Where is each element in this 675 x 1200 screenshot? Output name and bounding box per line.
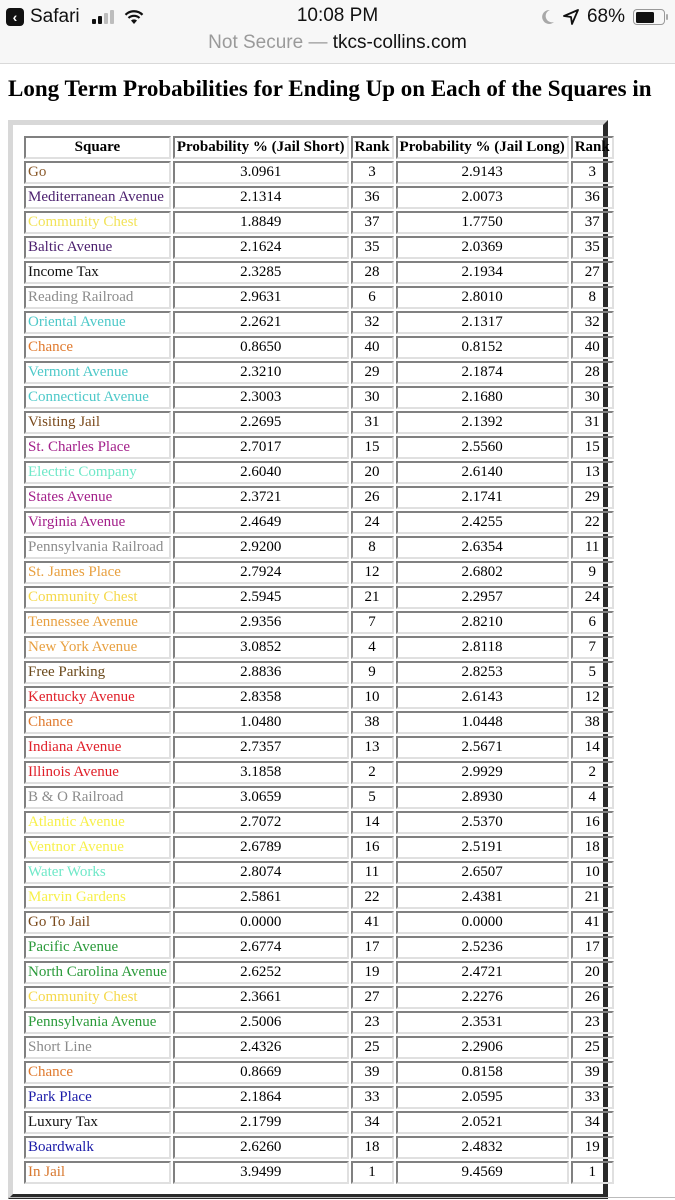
table-row	[24, 486, 614, 509]
table-row	[24, 636, 614, 659]
square-name: Free Parking	[24, 661, 171, 684]
rank-short: 26	[351, 486, 394, 509]
square-name: Connecticut Avenue	[24, 386, 171, 409]
rank-short: 18	[351, 1136, 394, 1159]
square-name: Pacific Avenue	[24, 936, 171, 959]
square-name: States Avenue	[24, 486, 171, 509]
rank-short: 24	[351, 511, 394, 534]
prob-jail-long: 2.0073	[396, 186, 569, 209]
prob-jail-short: 2.3661	[173, 986, 349, 1009]
table-row	[24, 786, 614, 809]
prob-jail-long: 0.0000	[396, 911, 569, 934]
square-name: North Carolina Avenue	[24, 961, 171, 984]
rank-long: 35	[571, 236, 614, 259]
prob-jail-long: 2.0521	[396, 1111, 569, 1134]
rank-long: 27	[571, 261, 614, 284]
prob-jail-short: 2.4649	[173, 511, 349, 534]
prob-jail-long: 2.5560	[396, 436, 569, 459]
rank-short: 33	[351, 1086, 394, 1109]
prob-jail-short: 2.7017	[173, 436, 349, 459]
prob-jail-long: 1.0448	[396, 711, 569, 734]
prob-jail-long: 1.7750	[396, 211, 569, 234]
rank-long: 12	[571, 686, 614, 709]
rank-long: 40	[571, 336, 614, 359]
prob-jail-short: 2.1624	[173, 236, 349, 259]
prob-jail-long: 2.8253	[396, 661, 569, 684]
prob-jail-long: 2.5191	[396, 836, 569, 859]
rank-short: 21	[351, 586, 394, 609]
rank-short: 22	[351, 886, 394, 909]
square-name: Vermont Avenue	[24, 361, 171, 384]
table-row	[24, 411, 614, 434]
square-name: Kentucky Avenue	[24, 686, 171, 709]
rank-long: 25	[571, 1036, 614, 1059]
rank-short: 10	[351, 686, 394, 709]
prob-jail-long: 2.9143	[396, 161, 569, 184]
rank-short: 40	[351, 336, 394, 359]
square-name: Ventnor Avenue	[24, 836, 171, 859]
prob-jail-long: 2.1741	[396, 486, 569, 509]
square-name: Community Chest	[24, 211, 171, 234]
rank-short: 23	[351, 1011, 394, 1034]
prob-jail-long: 2.9929	[396, 761, 569, 784]
prob-jail-long: 2.4381	[396, 886, 569, 909]
rank-long: 8	[571, 286, 614, 309]
table-row	[24, 236, 614, 259]
prob-jail-short: 3.1858	[173, 761, 349, 784]
table-row	[24, 261, 614, 284]
rank-short: 11	[351, 861, 394, 884]
table-row	[24, 286, 614, 309]
table-row	[24, 861, 614, 884]
table-row	[24, 686, 614, 709]
rank-long: 38	[571, 711, 614, 734]
prob-jail-long: 2.8210	[396, 611, 569, 634]
rank-short: 6	[351, 286, 394, 309]
table-row	[24, 186, 614, 209]
rank-long: 11	[571, 536, 614, 559]
prob-jail-long: 2.2906	[396, 1036, 569, 1059]
rank-short: 28	[351, 261, 394, 284]
rank-short: 29	[351, 361, 394, 384]
location-arrow-icon	[563, 9, 579, 25]
prob-jail-long: 2.1317	[396, 311, 569, 334]
rank-short: 4	[351, 636, 394, 659]
square-name: Community Chest	[24, 986, 171, 1009]
browser-chrome	[0, 0, 675, 64]
prob-jail-long: 2.8930	[396, 786, 569, 809]
prob-jail-long: 2.8010	[396, 286, 569, 309]
square-name: Indiana Avenue	[24, 736, 171, 759]
prob-jail-long: 2.2276	[396, 986, 569, 1009]
rank-long: 5	[571, 661, 614, 684]
table-header-row	[24, 136, 614, 159]
prob-jail-long: 2.4721	[396, 961, 569, 984]
table-row	[24, 961, 614, 984]
rank-short: 32	[351, 311, 394, 334]
square-name: Park Place	[24, 1086, 171, 1109]
rank-long: 1	[571, 1161, 614, 1184]
horizontal-rule	[8, 1197, 675, 1198]
prob-jail-long: 2.5370	[396, 811, 569, 834]
table-row	[24, 386, 614, 409]
prob-jail-short: 2.4326	[173, 1036, 349, 1059]
rank-long: 39	[571, 1061, 614, 1084]
prob-jail-long: 2.6140	[396, 461, 569, 484]
prob-jail-short: 0.8650	[173, 336, 349, 359]
prob-jail-short: 3.0659	[173, 786, 349, 809]
rank-short: 9	[351, 661, 394, 684]
rank-long: 36	[571, 186, 614, 209]
prob-jail-long: 2.3531	[396, 1011, 569, 1034]
prob-jail-long: 2.1392	[396, 411, 569, 434]
status-time: 10:08 PM	[296, 5, 379, 26]
table-row	[24, 711, 614, 734]
rank-short: 41	[351, 911, 394, 934]
square-name: Illinois Avenue	[24, 761, 171, 784]
prob-jail-short: 0.0000	[173, 911, 349, 934]
rank-long: 15	[571, 436, 614, 459]
header-prob-jail-long: Probability % (Jail Long)	[396, 136, 569, 159]
rank-short: 19	[351, 961, 394, 984]
rank-long: 19	[571, 1136, 614, 1159]
rank-short: 39	[351, 1061, 394, 1084]
square-name: Oriental Avenue	[24, 311, 171, 334]
prob-jail-short: 2.8074	[173, 861, 349, 884]
square-name: Short Line	[24, 1036, 171, 1059]
battery-percent: 68%	[586, 6, 625, 27]
table-row	[24, 836, 614, 859]
square-name: Luxury Tax	[24, 1111, 171, 1134]
square-name: Tennessee Avenue	[24, 611, 171, 634]
square-name: Go To Jail	[24, 911, 171, 934]
probability-table	[22, 134, 616, 1186]
url-host: tkcs-collins.com	[332, 32, 467, 53]
rank-short: 16	[351, 836, 394, 859]
square-name: Visiting Jail	[24, 411, 171, 434]
rank-long: 30	[571, 386, 614, 409]
square-name: B & O Railroad	[24, 786, 171, 809]
rank-long: 24	[571, 586, 614, 609]
prob-jail-short: 2.2695	[173, 411, 349, 434]
prob-jail-long: 2.4832	[396, 1136, 569, 1159]
rank-short: 15	[351, 436, 394, 459]
rank-long: 23	[571, 1011, 614, 1034]
rank-short: 8	[351, 536, 394, 559]
prob-jail-short: 2.5006	[173, 1011, 349, 1034]
prob-jail-short: 2.9200	[173, 536, 349, 559]
rank-long: 6	[571, 611, 614, 634]
rank-short: 1	[351, 1161, 394, 1184]
rank-long: 14	[571, 736, 614, 759]
rank-short: 27	[351, 986, 394, 1009]
do-not-disturb-moon-icon	[541, 9, 555, 25]
table-row	[24, 1061, 614, 1084]
rank-long: 28	[571, 361, 614, 384]
rank-long: 37	[571, 211, 614, 234]
rank-short: 12	[351, 561, 394, 584]
rank-short: 36	[351, 186, 394, 209]
rank-short: 13	[351, 736, 394, 759]
prob-jail-short: 1.8849	[173, 211, 349, 234]
square-name: Virginia Avenue	[24, 511, 171, 534]
square-name: In Jail	[24, 1161, 171, 1184]
table-row	[24, 1161, 614, 1184]
table-row	[24, 436, 614, 459]
rank-short: 25	[351, 1036, 394, 1059]
square-name: Pennsylvania Railroad	[24, 536, 171, 559]
table-row	[24, 936, 614, 959]
prob-jail-long: 2.2957	[396, 586, 569, 609]
square-name: Income Tax	[24, 261, 171, 284]
square-name: Baltic Avenue	[24, 236, 171, 259]
prob-jail-short: 2.9356	[173, 611, 349, 634]
prob-jail-short: 2.9631	[173, 286, 349, 309]
header-rank-long: Rank	[571, 136, 614, 159]
table-row	[24, 536, 614, 559]
square-name: Chance	[24, 711, 171, 734]
square-name: St. James Place	[24, 561, 171, 584]
prob-jail-short: 2.3721	[173, 486, 349, 509]
prob-jail-short: 2.7072	[173, 811, 349, 834]
square-name: Reading Railroad	[24, 286, 171, 309]
table-row	[24, 561, 614, 584]
rank-long: 41	[571, 911, 614, 934]
rank-long: 34	[571, 1111, 614, 1134]
prob-jail-long: 9.4569	[396, 1161, 569, 1184]
square-name: New York Avenue	[24, 636, 171, 659]
prob-jail-short: 2.3285	[173, 261, 349, 284]
prob-jail-short: 2.6774	[173, 936, 349, 959]
prob-jail-short: 2.5861	[173, 886, 349, 909]
table-row	[24, 761, 614, 784]
table-row	[24, 336, 614, 359]
table-row	[24, 1136, 614, 1159]
rank-long: 29	[571, 486, 614, 509]
table-body	[24, 161, 614, 1184]
rank-long: 16	[571, 811, 614, 834]
prob-jail-long: 2.6802	[396, 561, 569, 584]
prob-jail-short: 2.6040	[173, 461, 349, 484]
prob-jail-long: 2.5671	[396, 736, 569, 759]
prob-jail-short: 2.1864	[173, 1086, 349, 1109]
square-name: Pennsylvania Avenue	[24, 1011, 171, 1034]
prob-jail-short: 2.6252	[173, 961, 349, 984]
prob-jail-long: 2.6507	[396, 861, 569, 884]
prob-jail-long: 2.0595	[396, 1086, 569, 1109]
rank-long: 10	[571, 861, 614, 884]
prob-jail-short: 2.8358	[173, 686, 349, 709]
square-name: Atlantic Avenue	[24, 811, 171, 834]
table-row	[24, 986, 614, 1009]
rank-short: 5	[351, 786, 394, 809]
prob-jail-short: 2.7357	[173, 736, 349, 759]
rank-short: 14	[351, 811, 394, 834]
rank-long: 17	[571, 936, 614, 959]
probability-table-frame	[8, 120, 608, 1199]
rank-long: 26	[571, 986, 614, 1009]
square-name: Marvin Gardens	[24, 886, 171, 909]
prob-jail-long: 2.8118	[396, 636, 569, 659]
square-name: St. Charles Place	[24, 436, 171, 459]
table-row	[24, 586, 614, 609]
rank-short: 35	[351, 236, 394, 259]
square-name: Go	[24, 161, 171, 184]
table-row	[24, 661, 614, 684]
prob-jail-long: 2.6354	[396, 536, 569, 559]
page-title: Long Term Probabilities for Ending Up on Each of the Squares in	[8, 76, 652, 101]
rank-long: 7	[571, 636, 614, 659]
prob-jail-long: 2.6143	[396, 686, 569, 709]
table-row	[24, 1011, 614, 1034]
prob-jail-short: 2.7924	[173, 561, 349, 584]
square-name: Community Chest	[24, 586, 171, 609]
table-row	[24, 1111, 614, 1134]
rank-long: 2	[571, 761, 614, 784]
back-app-icon[interactable]: ‹	[6, 8, 24, 26]
prob-jail-short: 1.0480	[173, 711, 349, 734]
rank-long: 9	[571, 561, 614, 584]
table-row	[24, 911, 614, 934]
square-name: Chance	[24, 1061, 171, 1084]
square-name: Water Works	[24, 861, 171, 884]
rank-short: 7	[351, 611, 394, 634]
prob-jail-short: 0.8669	[173, 1061, 349, 1084]
rank-short: 20	[351, 461, 394, 484]
table-row	[24, 311, 614, 334]
prob-jail-short: 2.1799	[173, 1111, 349, 1134]
prob-jail-short: 3.0852	[173, 636, 349, 659]
rank-long: 18	[571, 836, 614, 859]
table-row	[24, 361, 614, 384]
rank-long: 20	[571, 961, 614, 984]
rank-short: 34	[351, 1111, 394, 1134]
table-row	[24, 811, 614, 834]
prob-jail-long: 0.8152	[396, 336, 569, 359]
prob-jail-short: 2.1314	[173, 186, 349, 209]
rank-short: 17	[351, 936, 394, 959]
prob-jail-long: 2.1874	[396, 361, 569, 384]
prob-jail-long: 2.1934	[396, 261, 569, 284]
square-name: Mediterranean Avenue	[24, 186, 171, 209]
prob-jail-long: 0.8158	[396, 1061, 569, 1084]
square-name: Electric Company	[24, 461, 171, 484]
status-bar	[0, 0, 675, 34]
header-square: Square	[24, 136, 171, 159]
prob-jail-short: 3.0961	[173, 161, 349, 184]
rank-short: 37	[351, 211, 394, 234]
rank-short: 31	[351, 411, 394, 434]
prob-jail-long: 2.0369	[396, 236, 569, 259]
table-row	[24, 461, 614, 484]
url-bar[interactable]	[0, 32, 675, 54]
rank-long: 32	[571, 311, 614, 334]
prob-jail-short: 2.6260	[173, 1136, 349, 1159]
rank-long: 31	[571, 411, 614, 434]
rank-short: 38	[351, 711, 394, 734]
prob-jail-short: 2.8836	[173, 661, 349, 684]
rank-long: 3	[571, 161, 614, 184]
table-row	[24, 511, 614, 534]
rank-short: 30	[351, 386, 394, 409]
prob-jail-short: 2.3210	[173, 361, 349, 384]
prob-jail-long: 2.1680	[396, 386, 569, 409]
prob-jail-short: 3.9499	[173, 1161, 349, 1184]
prob-jail-short: 2.6789	[173, 836, 349, 859]
table-row	[24, 211, 614, 234]
table-row	[24, 736, 614, 759]
status-right	[541, 6, 665, 28]
square-name: Chance	[24, 336, 171, 359]
rank-long: 13	[571, 461, 614, 484]
prob-jail-short: 2.3003	[173, 386, 349, 409]
rank-short: 2	[351, 761, 394, 784]
rank-long: 33	[571, 1086, 614, 1109]
prob-jail-long: 2.5236	[396, 936, 569, 959]
table-row	[24, 886, 614, 909]
table-row	[24, 611, 614, 634]
table-row	[24, 1036, 614, 1059]
rank-long: 22	[571, 511, 614, 534]
rank-long: 4	[571, 786, 614, 809]
rank-long: 21	[571, 886, 614, 909]
header-prob-jail-short: Probability % (Jail Short)	[173, 136, 349, 159]
battery-icon	[633, 9, 665, 25]
rank-short: 3	[351, 161, 394, 184]
table-row	[24, 1086, 614, 1109]
prob-jail-short: 2.5945	[173, 586, 349, 609]
security-warning: Not Secure —	[208, 32, 328, 53]
header-rank-short: Rank	[351, 136, 394, 159]
table-row	[24, 161, 614, 184]
square-name: Boardwalk	[24, 1136, 171, 1159]
prob-jail-long: 2.4255	[396, 511, 569, 534]
prob-jail-short: 2.2621	[173, 311, 349, 334]
back-app-label[interactable]: Safari	[30, 6, 80, 27]
